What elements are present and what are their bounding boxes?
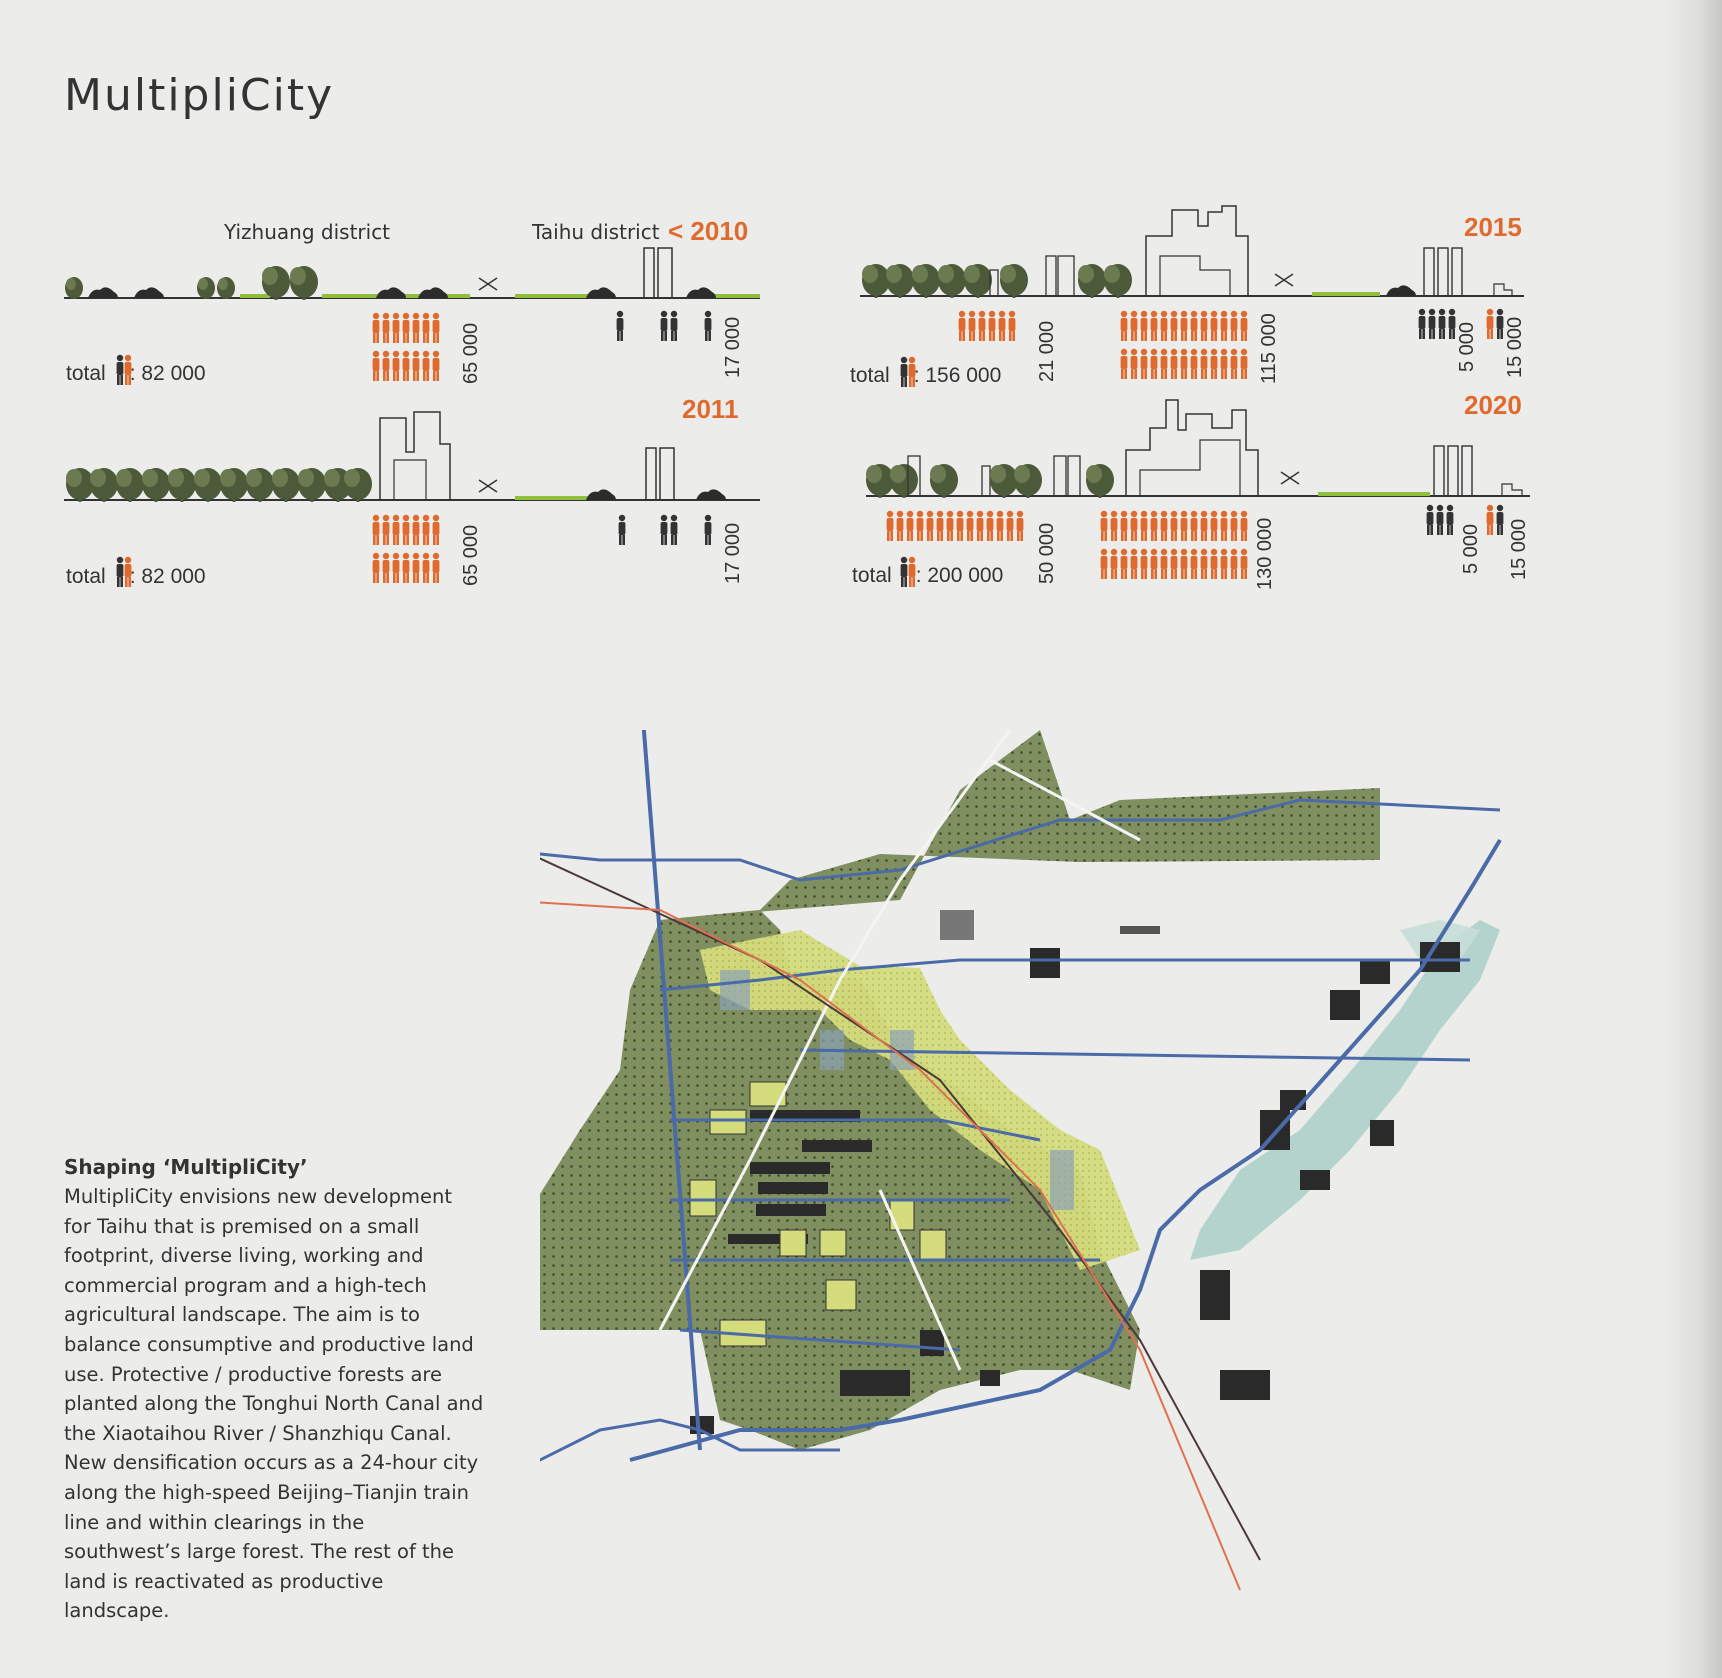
total-value: : 82 000 [129,362,206,385]
site-plan-map [540,730,1660,1650]
total-value: : 82 000 [129,565,206,588]
description-block [64,1152,484,1626]
count-2010-b: 17 000 [722,316,744,378]
total-2010 [66,362,206,386]
total-2015 [850,364,1001,388]
year-2010-label: < 2010 [668,216,749,246]
total-2020 [852,564,1003,588]
total-label: total [852,564,892,587]
count-2015-c: 5 000 [1456,321,1478,372]
northern-forest [660,730,1380,920]
total-value: : 200 000 [915,564,1004,587]
section-2010 [64,248,760,300]
count-2020-a: 50 000 [1036,522,1058,584]
description-body: MultipliCity envisions new development for Taihu that is premised on a small footprint, diverse living, working and commercial program and a high-tech agricultural landscape. The aim is to balance consumptive and productive land use. Protective / productive forests are planted along the Tonghui North Canal and the Xiaotaihou River / Shanzhiqu Canal. New densification occurs as a 24-hour city along the high-speed Beijing–Tianjin train line and within clearings in the southwest’s large forest. The rest of the land is reactivated as productive landscape. [64,1185,484,1623]
total-value: : 156 000 [913,364,1002,387]
count-2020-c: 5 000 [1460,523,1482,574]
year-2011-label: 2011 [682,394,739,424]
total-2011 [66,565,206,589]
section-2015 [860,206,1524,298]
description-heading: Shaping ‘MultipliCity’ [64,1155,308,1179]
total-label: total [66,565,106,588]
section-2011 [64,412,760,502]
label-yizhuang-district: Yizhuang district [224,220,391,244]
label-taihu-district: Taihu district [532,220,660,244]
figures-2010 [373,311,712,381]
count-2015-d: 15 000 [1504,316,1526,378]
year-2015-label: 2015 [1464,212,1522,242]
count-2020-d: 15 000 [1508,518,1530,580]
total-label: total [66,362,106,385]
count-2011-b: 17 000 [722,522,744,584]
section-2020 [866,400,1530,498]
count-2020-b: 130 000 [1254,517,1276,590]
total-label: total [850,364,890,387]
count-2011-a: 65 000 [460,524,482,586]
count-2015-b: 115 000 [1258,313,1280,384]
count-2015-a: 21 000 [1036,320,1058,382]
figures-2011 [373,515,712,583]
page-title: MultipliCity [64,70,335,121]
year-2020-label: 2020 [1464,390,1522,420]
count-2010-a: 65 000 [460,322,482,384]
